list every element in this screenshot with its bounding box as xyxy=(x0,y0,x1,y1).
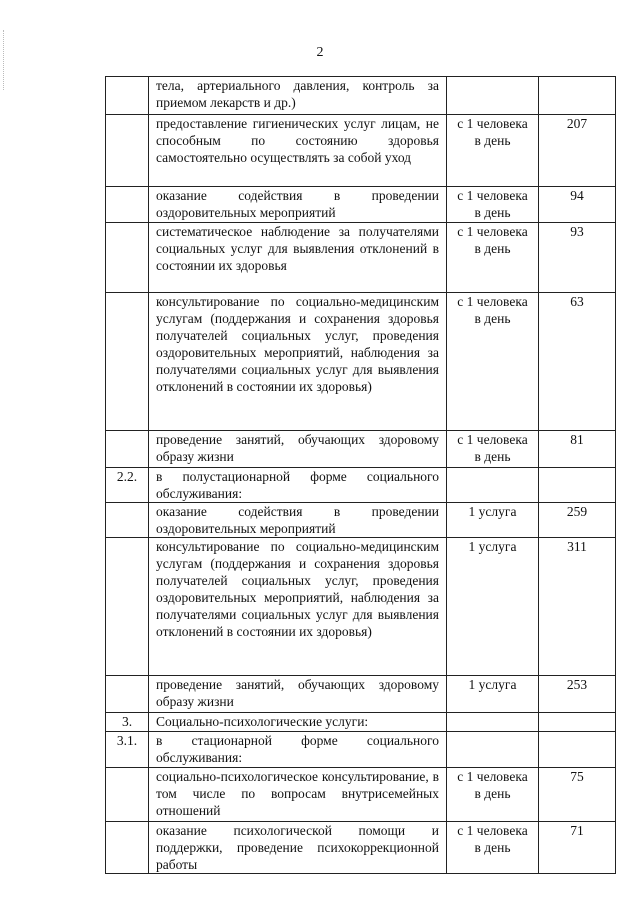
service-description: проведение занятий, обучающих здоровому образу жизни xyxy=(149,676,447,713)
service-description: предоставление гигиенических услуг лицам, не способным по состоянию здоровья самостоятельно осуществлять за собой уход xyxy=(149,115,447,187)
table-row xyxy=(106,223,616,293)
row-number xyxy=(106,77,149,115)
service-price xyxy=(539,77,616,115)
service-description: систематическое наблюдение за получателями социальных услуг для выявления отклонений в состоянии их здоровья xyxy=(149,223,447,293)
service-unit: с 1 человека в день xyxy=(447,115,539,187)
service-unit: 1 услуга xyxy=(447,503,539,538)
row-number: 3. xyxy=(106,713,149,732)
service-unit: с 1 человека в день xyxy=(447,223,539,293)
table-row xyxy=(106,115,616,187)
service-description: тела, артериального давления, контроль за приемом лекарств и др.) xyxy=(149,77,447,115)
row-number xyxy=(106,676,149,713)
table-row xyxy=(106,77,616,115)
row-number xyxy=(106,223,149,293)
services-tariff-table xyxy=(105,76,616,874)
table-row xyxy=(106,503,616,538)
row-number xyxy=(106,293,149,431)
service-description: консультирование по социально-медицинским услугам (поддержания и сохранения здоровья получателей социальных услуг, проведения оздоровительных мероприятий, наблюдения за получателями социальных услуг для выявления отклонений в состоянии их здоровья) xyxy=(149,538,447,676)
service-unit xyxy=(447,468,539,503)
row-number: 3.1. xyxy=(106,732,149,768)
service-price: 207 xyxy=(539,115,616,187)
service-price: 75 xyxy=(539,768,616,822)
service-unit xyxy=(447,732,539,768)
service-unit: с 1 человека в день xyxy=(447,187,539,223)
service-unit xyxy=(447,713,539,732)
service-description: Социально-психологические услуги: xyxy=(149,713,447,732)
row-number xyxy=(106,431,149,468)
service-unit xyxy=(447,77,539,115)
service-price xyxy=(539,732,616,768)
table-row xyxy=(106,732,616,768)
service-price: 311 xyxy=(539,538,616,676)
service-description: проведение занятий, обучающих здоровому образу жизни xyxy=(149,431,447,468)
service-description: в стационарной форме социального обслуживания: xyxy=(149,732,447,768)
table-row xyxy=(106,676,616,713)
service-description: консультирование по социально-медицинским услугам (поддержания и сохранения здоровья получателей социальных услуг, проведения оздоровительных мероприятий, наблюдения за получателями социальных услуг для выявления отклонений в состоянии их здоровья) xyxy=(149,293,447,431)
table-row xyxy=(106,822,616,874)
service-price: 71 xyxy=(539,822,616,874)
service-unit: с 1 человека в день xyxy=(447,431,539,468)
row-number xyxy=(106,822,149,874)
service-price: 253 xyxy=(539,676,616,713)
table-row xyxy=(106,431,616,468)
service-price xyxy=(539,713,616,732)
table-row xyxy=(106,468,616,503)
service-unit: с 1 человека в день xyxy=(447,293,539,431)
row-number xyxy=(106,538,149,676)
table-row xyxy=(106,768,616,822)
service-unit: с 1 человека в день xyxy=(447,822,539,874)
service-description: оказание психологической помощи и поддержки, проведение психокоррекционной работы xyxy=(149,822,447,874)
service-description: оказание содействия в проведении оздоровительных мероприятий xyxy=(149,187,447,223)
service-unit: 1 услуга xyxy=(447,538,539,676)
service-price: 63 xyxy=(539,293,616,431)
service-price: 93 xyxy=(539,223,616,293)
row-number: 2.2. xyxy=(106,468,149,503)
service-price: 259 xyxy=(539,503,616,538)
service-unit: 1 услуга xyxy=(447,676,539,713)
service-description: в полустационарной форме социального обслуживания: xyxy=(149,468,447,503)
row-number xyxy=(106,768,149,822)
table-row xyxy=(106,293,616,431)
service-price: 81 xyxy=(539,431,616,468)
page-number: 2 xyxy=(316,45,324,60)
service-description: социально-психологическое консультирование, в том числе по вопросам внутрисемейных отношений xyxy=(149,768,447,822)
table-row xyxy=(106,713,616,732)
service-price: 94 xyxy=(539,187,616,223)
service-description: оказание содействия в проведении оздоровительных мероприятий xyxy=(149,503,447,538)
service-price xyxy=(539,468,616,503)
service-unit: с 1 человека в день xyxy=(447,768,539,822)
row-number xyxy=(106,503,149,538)
table-row xyxy=(106,187,616,223)
row-number xyxy=(106,115,149,187)
row-number xyxy=(106,187,149,223)
table-row xyxy=(106,538,616,676)
